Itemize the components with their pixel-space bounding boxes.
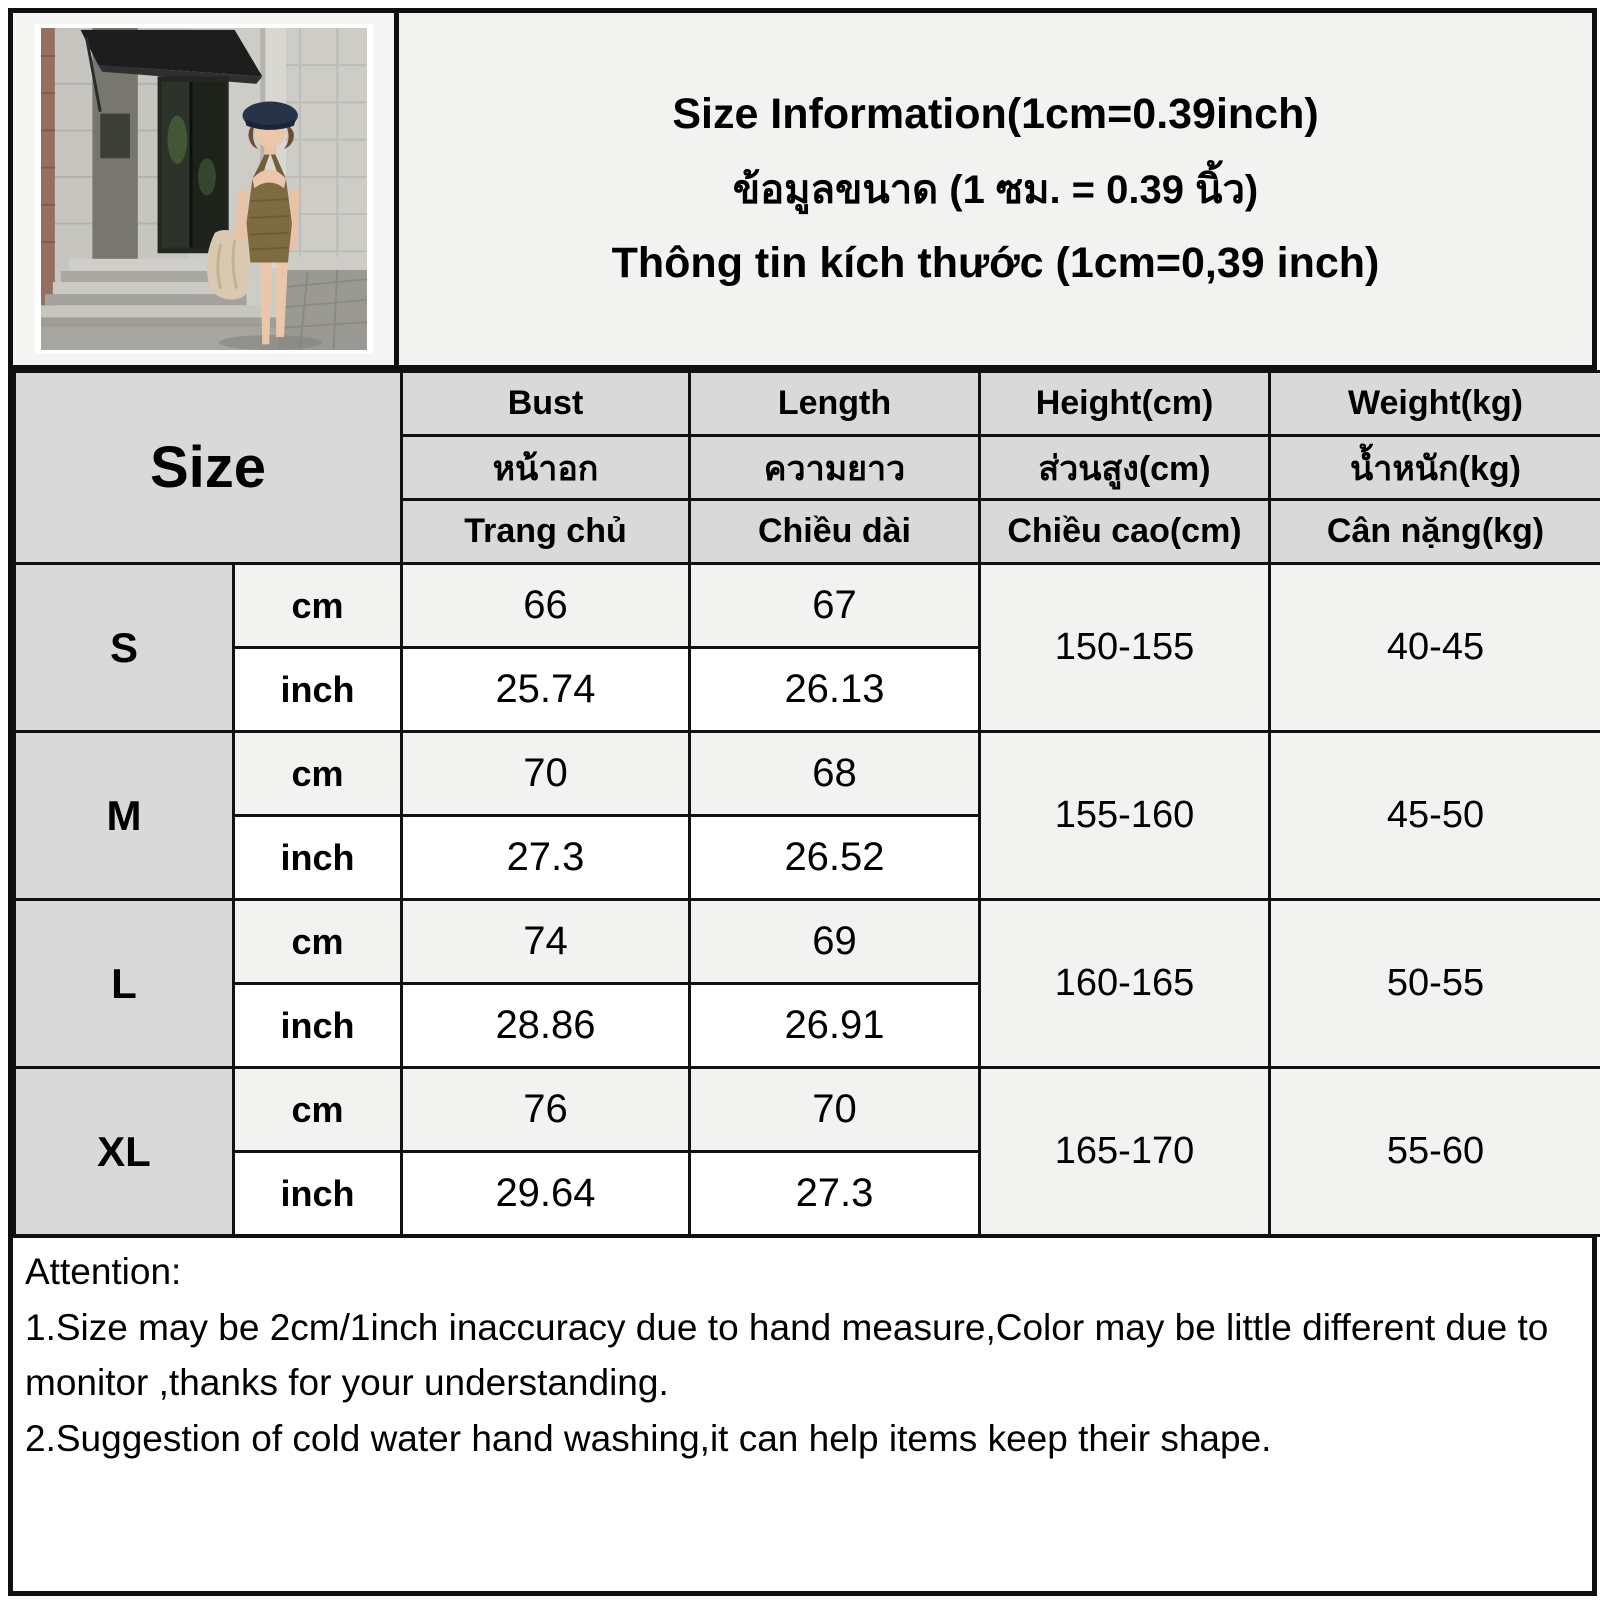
- unit-label-cm: cm: [234, 900, 402, 984]
- bust-inch-l: 28.86: [402, 984, 690, 1068]
- col-header-bust-vi: Trang chủ: [402, 500, 690, 564]
- size-cell-l: L: [15, 900, 234, 1068]
- attention-note-1: 1.Size may be 2cm/1inch inaccuracy due to hand measure,Color may be little different due to monitor ,thanks for your understanding.: [25, 1306, 1549, 1403]
- table-row: [15, 564, 1600, 648]
- height-range-s: 150-155: [980, 564, 1270, 732]
- table-row: [15, 900, 1600, 984]
- unit-label-inch: inch: [234, 984, 402, 1068]
- col-header-weight-en: Weight(kg): [1270, 372, 1600, 436]
- col-header-length-vi: Chiều dài: [690, 500, 980, 564]
- bust-cm-m: 70: [402, 732, 690, 816]
- col-header-bust-th: หน้าอก: [402, 436, 690, 500]
- col-header-weight-vi: Cân nặng(kg): [1270, 500, 1600, 564]
- bust-cm-xl: 76: [402, 1068, 690, 1152]
- size-cell-s: S: [15, 564, 234, 732]
- col-header-height-vi: Chiều cao(cm): [980, 500, 1270, 564]
- length-cm-xl: 70: [690, 1068, 980, 1152]
- length-inch-m: 26.52: [690, 816, 980, 900]
- col-header-weight-th: น้ำหนัก(kg): [1270, 436, 1600, 500]
- length-cm-s: 67: [690, 564, 980, 648]
- title-vietnamese: Thông tin kích thước (1cm=0,39 inch): [611, 239, 1380, 287]
- height-range-xl: 165-170: [980, 1068, 1270, 1236]
- title-english: Size Information(1cm=0.39inch): [672, 90, 1319, 138]
- size-chart-sheet: [8, 8, 1597, 1596]
- bust-cm-l: 74: [402, 900, 690, 984]
- table-row: [15, 732, 1600, 816]
- size-table: [13, 370, 1600, 1237]
- col-header-length-en: Length: [690, 372, 980, 436]
- bust-cm-s: 66: [402, 564, 690, 648]
- unit-label-inch: inch: [234, 648, 402, 732]
- table-row: [15, 1068, 1600, 1152]
- weight-range-m: 45-50: [1270, 732, 1600, 900]
- product-photo-illustration: [41, 28, 367, 350]
- length-inch-s: 26.13: [690, 648, 980, 732]
- size-header-cell: Size: [15, 372, 402, 564]
- size-cell-xl: XL: [15, 1068, 234, 1236]
- bust-inch-s: 25.74: [402, 648, 690, 732]
- col-header-length-th: ความยาว: [690, 436, 980, 500]
- unit-label-inch: inch: [234, 1152, 402, 1236]
- height-range-l: 160-165: [980, 900, 1270, 1068]
- length-cm-m: 68: [690, 732, 980, 816]
- unit-label-cm: cm: [234, 564, 402, 648]
- col-header-height-th: ส่วนสูง(cm): [980, 436, 1270, 500]
- unit-label-cm: cm: [234, 1068, 402, 1152]
- attention-note-2: 2.Suggestion of cold water hand washing,it can help items keep their shape.: [25, 1417, 1272, 1459]
- length-inch-xl: 27.3: [690, 1152, 980, 1236]
- length-cm-l: 69: [690, 900, 980, 984]
- height-range-m: 155-160: [980, 732, 1270, 900]
- col-header-bust-en: Bust: [402, 372, 690, 436]
- unit-label-cm: cm: [234, 732, 402, 816]
- unit-label-inch: inch: [234, 816, 402, 900]
- bust-inch-m: 27.3: [402, 816, 690, 900]
- product-photo-cell: [13, 13, 399, 365]
- col-header-height-en: Height(cm): [980, 372, 1270, 436]
- product-photo: [35, 24, 373, 354]
- size-cell-m: M: [15, 732, 234, 900]
- size-information-title: [399, 13, 1592, 365]
- length-inch-l: 26.91: [690, 984, 980, 1068]
- top-section: [13, 13, 1592, 370]
- attention-notes: [13, 1237, 1592, 1591]
- title-thai: ข้อมูลขนาด (1 ซม. = 0.39 นิ้ว): [732, 168, 1259, 212]
- bust-inch-xl: 29.64: [402, 1152, 690, 1236]
- weight-range-xl: 55-60: [1270, 1068, 1600, 1236]
- weight-range-s: 40-45: [1270, 564, 1600, 732]
- attention-title: Attention:: [25, 1251, 182, 1292]
- weight-range-l: 50-55: [1270, 900, 1600, 1068]
